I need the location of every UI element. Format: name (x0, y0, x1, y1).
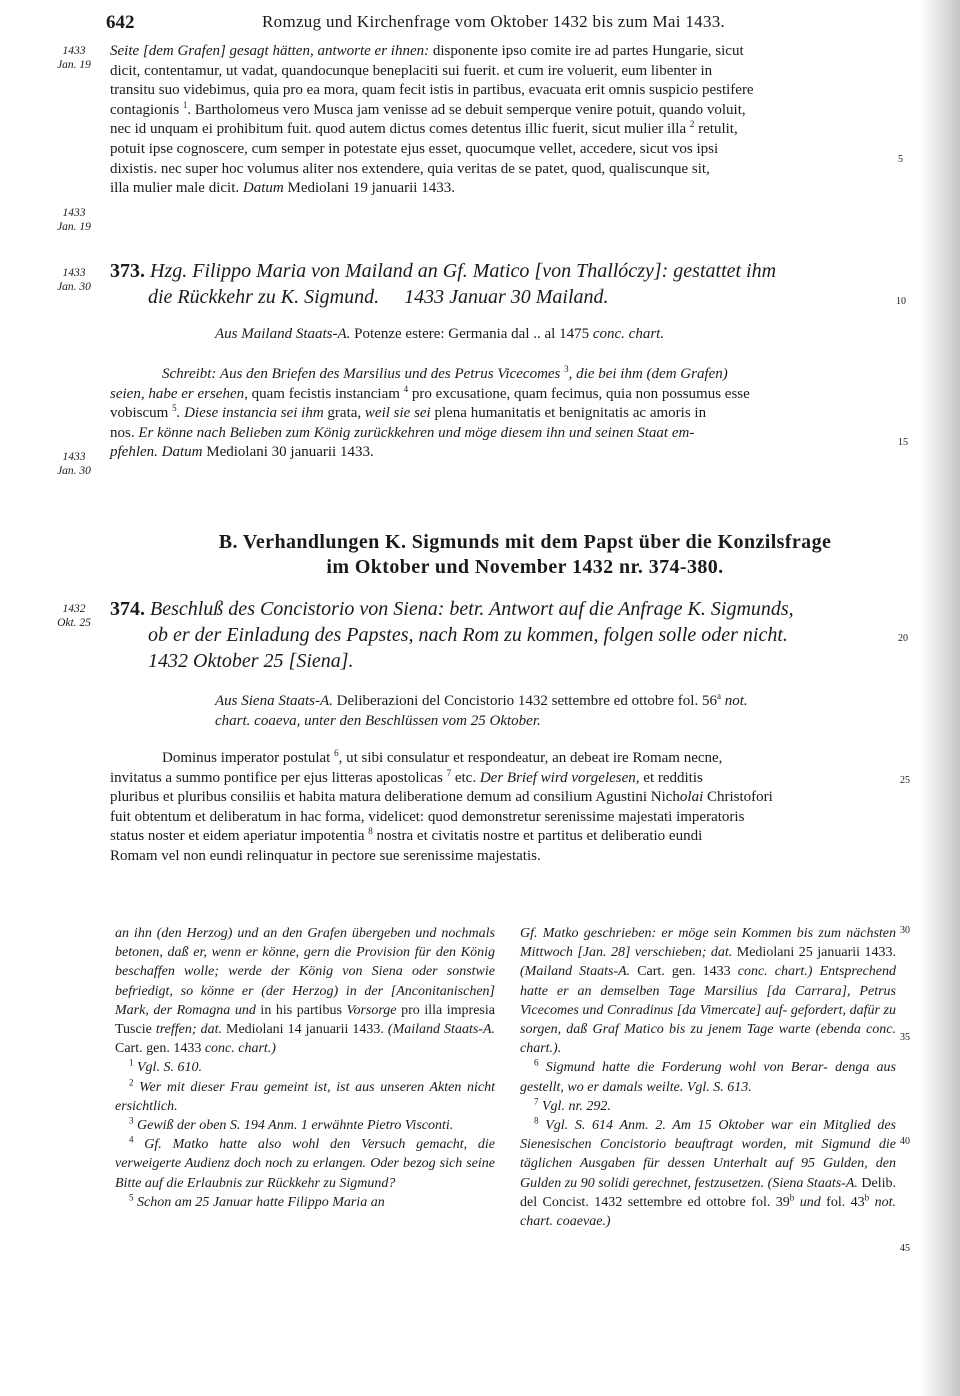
page-number: 642 (106, 12, 135, 33)
margin-date: 1433 Jan. 19 (57, 207, 91, 233)
footnote: $^1$ Vgl. S. 610. (129, 1057, 202, 1076)
margin-date: 1433 Jan. 19 (57, 45, 91, 71)
footnote: $^8$ Vgl. S. 614 Anm. 2. Am 15 Oktober war ein Mitglied des Sienesischen Concistorio beauftragt worden, mit Sigmund die täglichen Ausgaben für dessen Unterhalt auf 95 Gulden, den Gulden zu 90 solidi gerechnet, festzusetzen. (Siena Staats-A. Delib. del Concist. 1432 settembre ed ottobre fol. 39$^b$ und fol. 43$^b$ not. chart. coaevae.) (520, 1115, 897, 1230)
footnote: $^5$ Schon am 25 Januar hatte Filippo Maria an (129, 1192, 385, 1210)
line-number: 30 (900, 925, 910, 936)
source-note: Aus Mailand Staats-A. Potenze estere: Germania dal .. al 1475 conc. chart. (215, 326, 665, 342)
line-number: 5 (898, 154, 903, 165)
footnotes-right-column (520, 924, 896, 1231)
footnote-continuation: Gf. Matko geschrieben: er möge sein Kommen bis zum nächsten Mittwoch [Jan. 28] verschieben; dat. Mediolani 25 januarii 1433. (Mailand Staats-A. Cart. gen. 1433 conc. chart.) Entsprechend hatte er an demselben Tage Marsilius [da Carrara], Petrus Vicecomes und Conradinus [da Vimercate] auf- gefordert, dafür zu sorgen, daß Graf Matico bis zu jenem Tage warte (ebenda conc. chart.). (520, 926, 896, 1057)
footnote-continuation: an ihn (den Herzog) und an den Grafen übergeben und nochmals betonen, daß er, wenn er könne, gern die Provision für den König beschaffen wolle; werde der König von Siena oder sonstwie befriedigt, so könne er (der Herzog) in der [Anconitanischen] Mark, der Romagna und in his partibus Vorsorge pro illa impresia Tuscie treffen; dat. Mediolani 14 januarii 1433. (Mailand Staats-A. Cart. gen. 1433 conc. chart.) (115, 926, 495, 1057)
margin-date: 1432 Okt. 25 (57, 603, 91, 629)
footnote: $^7$ Vgl. nr. 292. (534, 1096, 611, 1114)
decision-text: Dominus imperator postulat $^6$, ut sibi consulatur et respondeatur, an debeat ire Romam necne, invitatus a summo pontifice per ejus litteras apostolicas $^7$ etc. Der Brief wird vorgelesen, et redditis pluribus et pluribus consiliis et habita matura deliberatione demum ad consilium Agustini Nicholai Christofori fuit obtentum et deliberatum in hac forma, videlicet: quod demonstretur serenissime majestati imperatoris status noster et eidem aperiatur impotentia $^8$ nostra et civitatis nostre et partitus et deliberatio eundi Romam vel non eundi relinquatur in pectore sue serenissime majestatis. (110, 748, 773, 864)
line-number: 10 (896, 296, 906, 307)
line-number: 20 (898, 633, 908, 644)
document-number: 374. (110, 598, 145, 620)
letter-continuation: Seite [dem Grafen] gesagt hätten, antworte er ihnen: disponente ipso comite ire ad partes Hungarie, sicut dicit, contentamur, ut vadat, quandocunque beneplaciti sui fuerit. et cum ire voluerit, eum libenter in transitu suo videbimus, quia pro ea mora, quam fecit istis in partibus, evacuata erit omnis suspicio pestifere contagionis $^1$. Bartholomeus vero Musca jam venisse ad se debuit semperque venire potuit, quando voluit, nec id unquam ei prohibitum fuit. quod autem dictus comes detentus illic fuerit, sicut mulier illa $^2$ retulit, potuit ipse cognoscere, cum semper in potestate ejus esset, quocumque vellet, accedere, sicut vos ipsi dixistis. nec super hoc volumus aliter nos extendere, quia veritas de se patet, quod, qualiscunque sit, illa mulier male dicit. Datum Mediolani 19 januarii 1433. (110, 43, 754, 197)
page-edge-shadow (920, 0, 960, 1396)
margin-date: 1433 Jan. 30 (57, 267, 91, 293)
document-heading: 374. Beschluß des Concistorio von Siena: betr. Antwort auf die Anfrage K. Sigmunds, ob er der Einladung des Papstes, nach Rom zu kommen, folgen solle oder nicht. 1432 Oktober 25 [Siena]. (110, 598, 794, 672)
line-number: 15 (898, 437, 908, 448)
letter-body: Schreibt: Aus den Briefen des Marsilius und des Petrus Vicecomes $^3$, die bei ihm (dem Grafen) seien, habe er ersehen, quam fecistis instanciam $^4$ pro excusatione, quam fecimus, quia non possumus esse vobiscum $^5$. Diese instancia sei ihm grata, weil sie sei plena humanitatis et benignitatis ac amoris in nos. Er könne nach Belieben zum König zurückkehren und möge diesem ihn und seinen Staat em- pfehlen. Datum Mediolani 30 januarii 1433. (110, 364, 750, 461)
margin-date: 1433 Jan. 30 (57, 451, 91, 477)
line-number: 35 (900, 1032, 910, 1043)
document-heading: 373. Hzg. Filippo Maria von Mailand an Gf. Matico [von Thallóczy]: gestattet ihm die Rückkehr zu K. Sigmund. 1433 Januar 30 Mailand. (110, 260, 777, 308)
footnote: $^3$ Gewiß der oben S. 194 Anm. 1 erwähnte Pietro Visconti. (129, 1115, 454, 1134)
footnote: $^4$ Gf. Matko hatte also wohl den Versuch gemacht, die verweigerte Audienz doch noch zu erlangen. Oder bezog sich seine Bitte auf die Erlaubnis zur Rückkehr zu Sigmund? (115, 1134, 495, 1191)
line-number: 40 (900, 1136, 910, 1147)
footnote: $^2$ Wer mit dieser Frau gemeint ist, ist aus unseren Akten nicht ersichtlich. (115, 1076, 495, 1114)
running-title: Romzug und Kirchenfrage vom Oktober 1432 bis zum Mai 1433. (262, 12, 726, 31)
section-heading: B. Verhandlungen K. Sigmunds mit dem Papst über die Konzilsfrage im Oktober und November 1432 nr. 374-380. (218, 531, 832, 578)
footnotes-left-column (115, 924, 495, 1212)
footnote: $^6$ Sigmund hatte die Forderung wohl von Berar- denga aus gestellt, wo er damals weilte. Vgl. S. 613. (520, 1057, 896, 1095)
source-note: Aus Siena Staats-A. Deliberazioni del Concistorio 1432 settembre ed ottobre fol. 56$^a$ not. chart. coaeva, unter den Beschlüssen vom 25 Oktober. (215, 691, 748, 729)
document-number: 373. (110, 260, 145, 282)
line-number: 45 (900, 1243, 910, 1254)
line-number: 25 (900, 775, 910, 786)
